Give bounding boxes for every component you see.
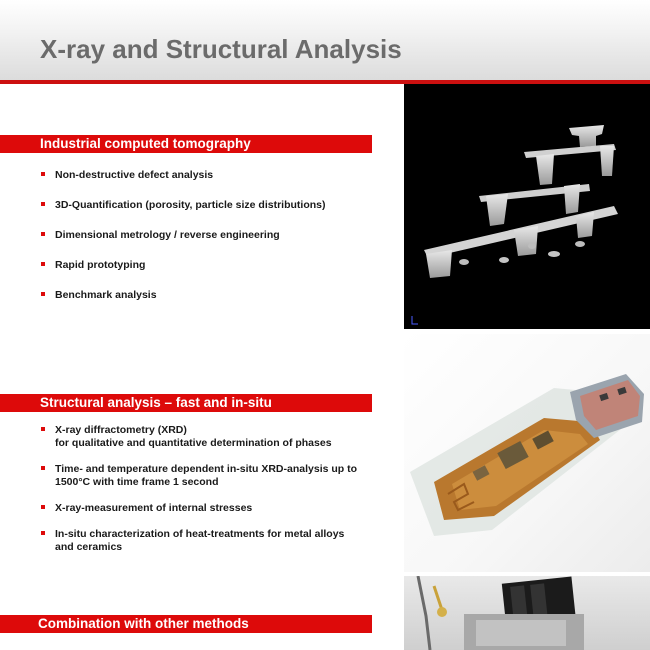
section-title: Structural analysis – fast and in-situ — [40, 395, 272, 410]
list-item: 3D-Quantification (porosity, particle size distributions) — [40, 199, 370, 212]
page-title: X-ray and Structural Analysis — [40, 34, 402, 64]
page-header — [0, 0, 650, 80]
list-item: Benchmark analysis — [40, 289, 370, 302]
list-item: Dimensional metrology / reverse engineering — [40, 229, 370, 242]
section-title: Industrial computed tomography — [40, 136, 251, 151]
bullet-list-structural-analysis — [40, 424, 370, 554]
list-item: Rapid prototyping — [40, 259, 370, 272]
section-header-combination — [0, 615, 372, 633]
list-item: In-situ characterization of heat-treatments for metal alloys and ceramics — [40, 528, 370, 554]
usb-stick-xray-image — [404, 334, 650, 572]
list-item: Non-destructive defect analysis — [40, 169, 370, 182]
ct-scan-image — [404, 84, 650, 329]
list-item: X-ray-measurement of internal stresses — [40, 502, 370, 515]
section-header-computed-tomography — [0, 135, 372, 153]
list-item: Time- and temperature dependent in-situ XRD-analysis up to 1500°C with time frame 1 second — [40, 463, 370, 489]
lab-equipment-image — [404, 576, 650, 650]
bullet-list-computed-tomography — [40, 169, 370, 302]
section-title: Combination with other methods — [38, 616, 249, 631]
list-item: X-ray diffractometry (XRD) for qualitative and quantitative determination of phases — [40, 424, 370, 450]
section-header-structural-analysis — [0, 394, 372, 412]
